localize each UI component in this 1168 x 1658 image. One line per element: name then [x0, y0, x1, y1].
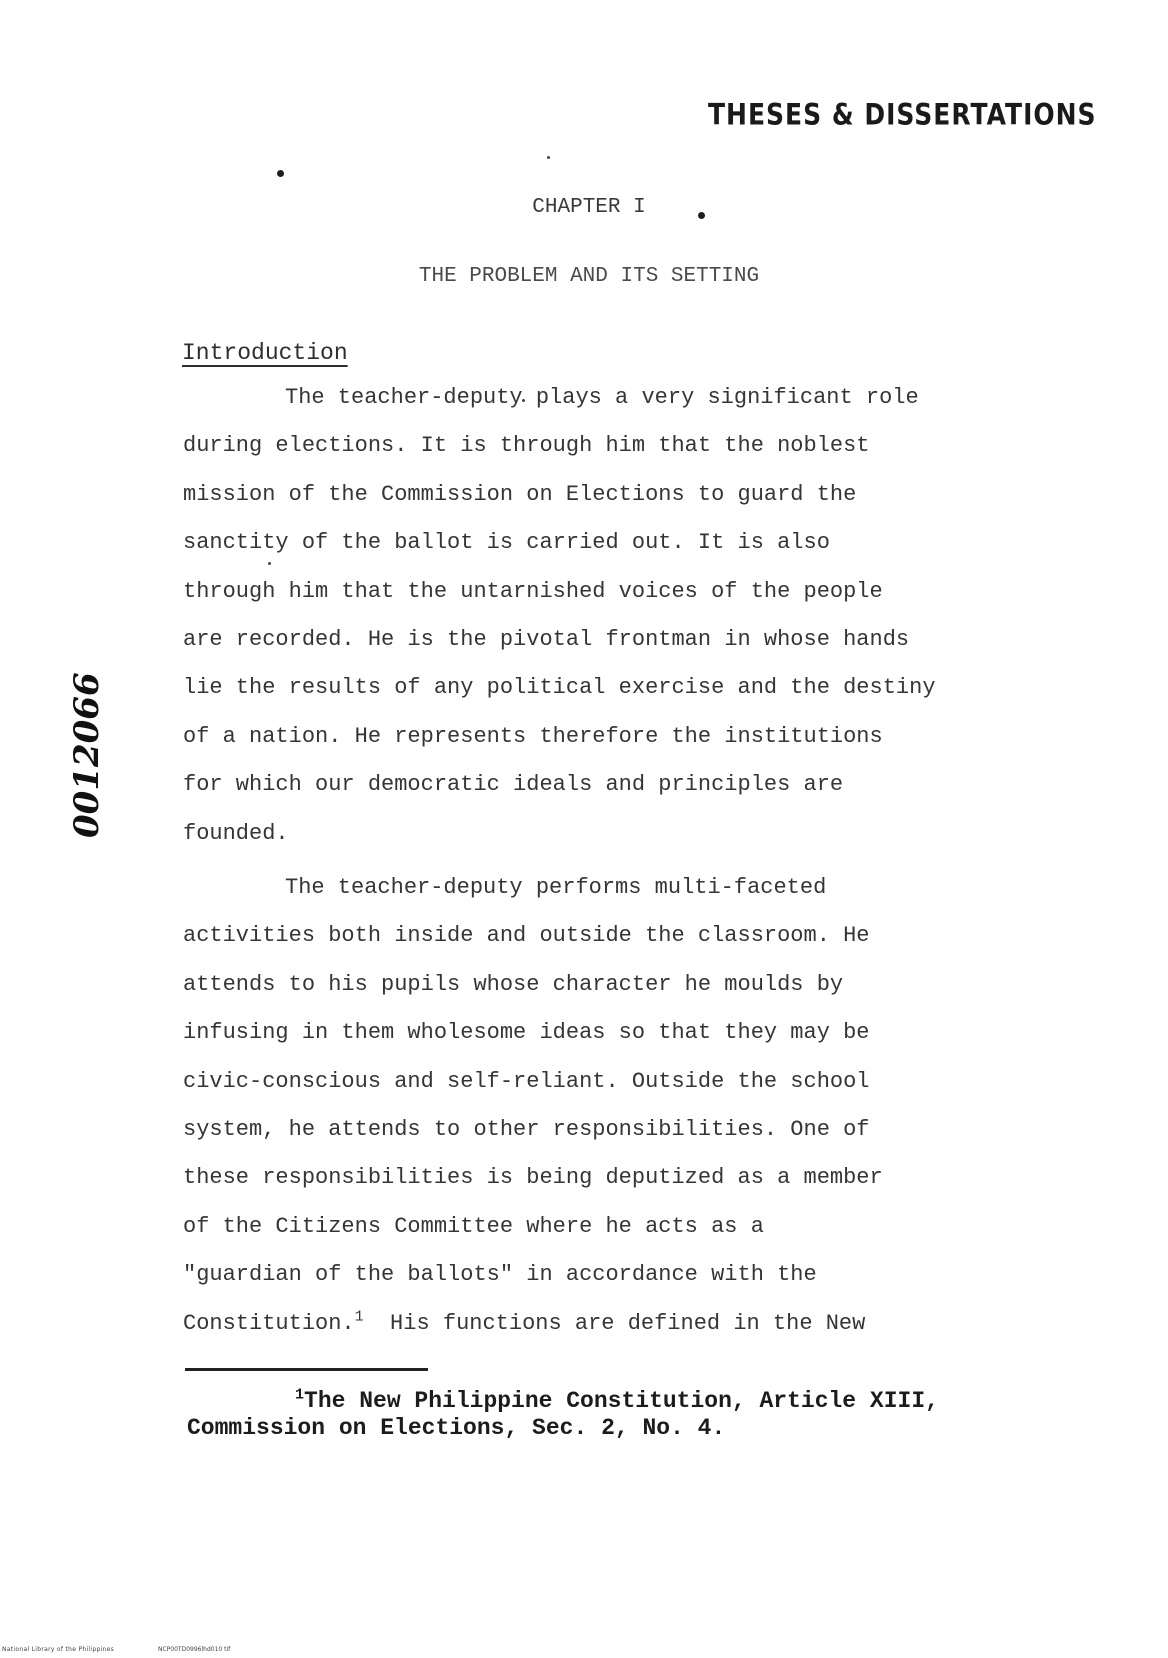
text-line: through him that the untarnished voices of the people: [183, 578, 883, 604]
text-segment: Constitution.: [183, 1310, 355, 1336]
footnote-reference: 1: [354, 1308, 364, 1326]
paragraph-1: [183, 374, 1023, 858]
text-line: for which our democratic ideals and principles are: [183, 772, 844, 798]
footnote-text: The New Philippine Constitution, Article XIII,: [304, 1388, 939, 1414]
text-line: attends to his pupils whose character he moulds by: [183, 971, 844, 997]
footnote-divider: [185, 1368, 428, 1371]
text-line: these responsibilities is being deputized as a member: [183, 1165, 883, 1191]
text-line: of the Citizens Committee where he acts as a: [183, 1213, 764, 1239]
ink-speck: [547, 156, 550, 159]
footnote-line: [187, 1388, 1017, 1415]
text-segment: His functions are defined in the New: [363, 1310, 866, 1336]
text-line: system, he attends to other responsibilities. One of: [183, 1117, 870, 1143]
footnote-marker: 1: [295, 1386, 305, 1404]
chapter-number: CHAPTER I: [532, 196, 646, 219]
text-line: "guardian of the ballots" in accordance with the: [183, 1262, 817, 1288]
margin-mark-text: 0012066: [67, 672, 107, 838]
library-file-code: NCP00TD0996lhd010 tif: [158, 1646, 231, 1653]
text-line: sanctity of the ballot is carried out. It is also: [183, 530, 830, 556]
text-line: infusing in them wholesome ideas so that they may be: [183, 1020, 870, 1046]
footnote-line: Commission on Elections, Sec. 2, No. 4.: [187, 1415, 726, 1441]
text-line: of a nation. He represents therefore the institutions: [183, 723, 883, 749]
text-line: mission of the Commission on Elections to guard the: [183, 481, 857, 507]
text-line: during elections. It is through him that the noblest: [183, 433, 870, 459]
text-line: activities both inside and outside the classroom. He: [183, 923, 870, 949]
text-line: founded.: [183, 820, 289, 846]
ink-dot: [277, 170, 284, 177]
paragraph-2: [183, 864, 1023, 1348]
chapter-title: THE PROBLEM AND ITS SETTING: [418, 265, 760, 288]
theses-dissertations-stamp: THESES & DISSERTATIONS: [708, 97, 1097, 132]
footnote: [187, 1388, 1017, 1442]
handwritten-margin-mark: [58, 660, 118, 840]
library-footer-text: National Library of the Philippines: [2, 1646, 115, 1653]
text-line: lie the results of any political exercise and the destiny: [183, 675, 936, 701]
text-line-with-footnote: [183, 1300, 1023, 1348]
section-heading: Introduction: [182, 340, 348, 366]
text-line: are recorded. He is the pivotal frontman in whose hands: [183, 627, 910, 653]
text-line: civic-conscious and self-reliant. Outside the school: [183, 1068, 870, 1094]
text-line: The teacher-deputy performs multi-faceted: [285, 875, 827, 900]
text-line: The teacher-deputy plays a very significant role: [285, 385, 919, 410]
